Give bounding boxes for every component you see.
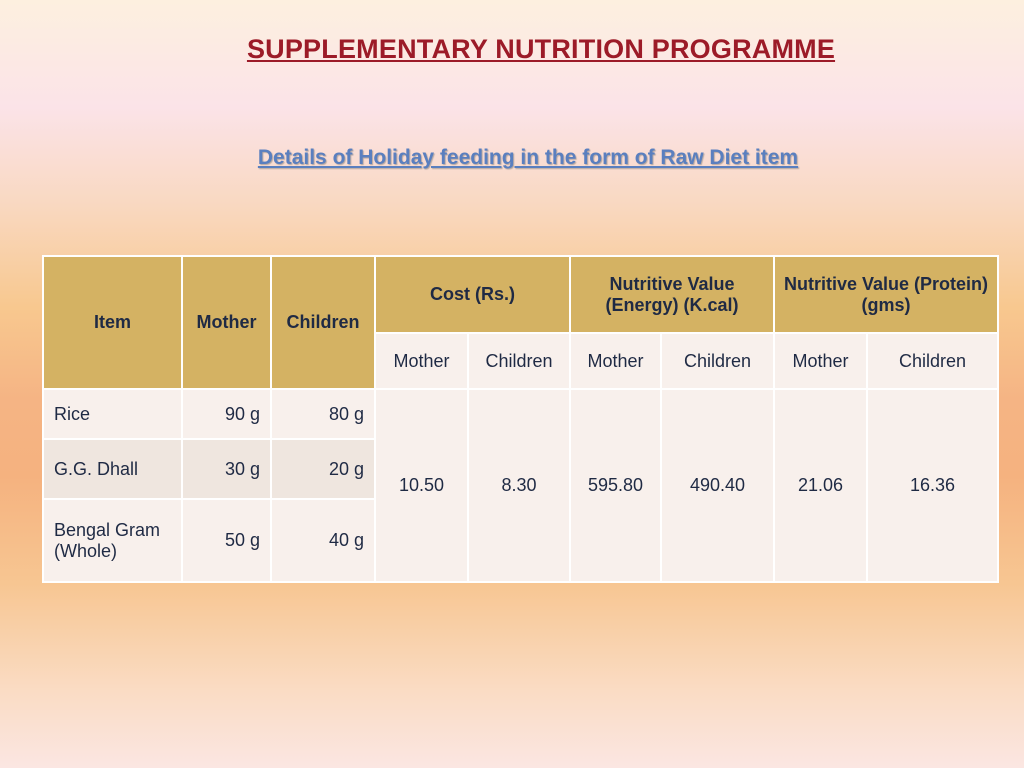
header-row — [43, 256, 998, 333]
row-children-qty: 40 g — [271, 499, 375, 582]
nutrition-table — [42, 255, 999, 583]
header-energy: Nutritive Value (Energy) (K.cal) — [570, 256, 774, 333]
row-children-qty: 80 g — [271, 389, 375, 439]
header-item: Item — [43, 256, 182, 389]
protein-mother-value: 21.06 — [774, 389, 867, 582]
protein-children-value: 16.36 — [867, 389, 998, 582]
subheader-protein-children: Children — [867, 333, 998, 389]
subheader-energy-children: Children — [661, 333, 774, 389]
row-mother-qty: 30 g — [182, 439, 271, 499]
row-children-qty: 20 g — [271, 439, 375, 499]
cost-children-value: 8.30 — [468, 389, 570, 582]
energy-mother-value: 595.80 — [570, 389, 661, 582]
row-mother-qty: 50 g — [182, 499, 271, 582]
subheader-cost-mother: Mother — [375, 333, 468, 389]
subheader-protein-mother: Mother — [774, 333, 867, 389]
slide-subtitle: Details of Holiday feeding in the form of Raw Diet item — [257, 146, 799, 169]
header-cost: Cost (Rs.) — [375, 256, 570, 333]
header-mother: Mother — [182, 256, 271, 389]
header-protein: Nutritive Value (Protein) (gms) — [774, 256, 998, 333]
row-item: Rice — [43, 389, 182, 439]
slide-title: SUPPLEMENTARY NUTRITION PROGRAMME — [246, 34, 836, 64]
subheader-cost-children: Children — [468, 333, 570, 389]
row-mother-qty: 90 g — [182, 389, 271, 439]
row-item: Bengal Gram (Whole) — [43, 499, 182, 582]
table-row — [43, 389, 998, 439]
energy-children-value: 490.40 — [661, 389, 774, 582]
subheader-energy-mother: Mother — [570, 333, 661, 389]
cost-mother-value: 10.50 — [375, 389, 468, 582]
row-item: G.G. Dhall — [43, 439, 182, 499]
header-children: Children — [271, 256, 375, 389]
